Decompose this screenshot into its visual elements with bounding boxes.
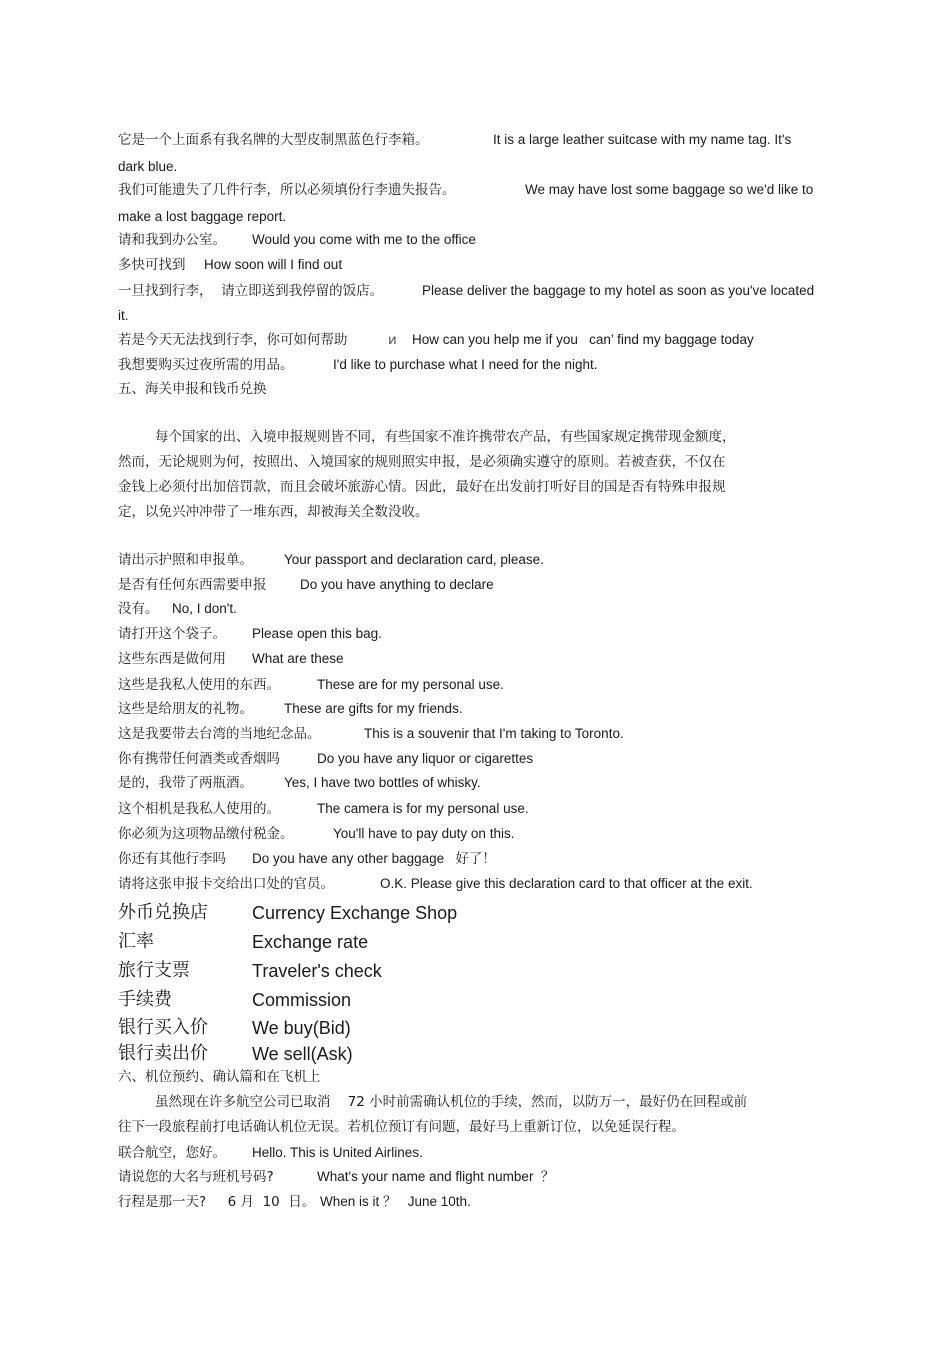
- cn-line: 是否有任何东西需要申报: [118, 577, 267, 593]
- vocab-en: Currency Exchange Shop: [252, 903, 458, 923]
- en-line: These are for my personal use.: [317, 677, 504, 692]
- section-heading: 五、海关申报和钱币兑换: [118, 381, 267, 397]
- en-line: it.: [118, 308, 129, 323]
- paragraph-line: 金钱上必须付出加倍罚款，而且会破坏旅游心情。因此，最好在出发前打听好目的国是否有特殊申报规: [118, 479, 726, 495]
- cn-line: 请出示护照和申报单。: [118, 552, 253, 568]
- en-line: We may have lost some baggage so we'd like to: [525, 182, 814, 197]
- cn-line: 没有。: [118, 601, 159, 617]
- en-line: Please deliver the baggage to my hotel as soon as you've located: [422, 283, 815, 298]
- vocab-cn: 汇率: [118, 931, 154, 952]
- cn-line: 行程是那一天? 6 月 10 日。: [118, 1194, 316, 1210]
- en-line: This is a souvenir that I'm taking to Toronto.: [364, 726, 624, 741]
- en-line: What are these: [252, 651, 344, 666]
- en-line: make a lost baggage report.: [118, 209, 287, 224]
- cn-line: 若是今天无法找到行李，你可如何帮助: [118, 332, 348, 348]
- paragraph-line: 往下一段旅程前打电话确认机位无误。若机位预订有问题，最好马上重新订位，以免延误行程。: [118, 1119, 685, 1135]
- en-line: O.K. Please give this declaration card to that officer at the exit.: [380, 876, 753, 891]
- cn-line: 我想要购买过夜所需的用品。: [118, 357, 294, 373]
- cn-line: 这是我要带去台湾的当地纪念品。: [118, 726, 321, 742]
- section-heading: 六、机位预约、确认篇和在飞机上: [118, 1069, 321, 1085]
- en-line: Please open this bag.: [252, 626, 382, 641]
- cn-line: 请和我到办公室。: [118, 232, 226, 248]
- vocab-cn: 手续费: [118, 989, 172, 1010]
- cn-line: 这些是我私人使用的东西。: [118, 677, 280, 693]
- en-line: dark blue.: [118, 159, 178, 174]
- vocab-en: Commission: [252, 990, 352, 1010]
- vocab-cn: 旅行支票: [118, 960, 190, 981]
- en-line: When is it ？ June 10th.: [320, 1194, 471, 1209]
- cn-line: 你还有其他行李吗: [118, 851, 226, 867]
- en-line: Do you have any other baggage 好了！: [252, 851, 496, 866]
- en-line: These are gifts for my friends.: [284, 701, 463, 716]
- cn-line: 请打开这个袋子。: [118, 626, 226, 642]
- cn-line: 你必须为这项物品缴付税金。: [118, 826, 294, 842]
- vocab-cn: 外币兑换店: [118, 902, 208, 923]
- cn-line: 一旦找到行李， 请立即送到我停留的饭店。: [118, 283, 384, 299]
- cn-line: 联合航空，您好。: [118, 1145, 226, 1161]
- en-line: What's your name and flight number ？: [317, 1169, 555, 1184]
- en-line: Would you come with me to the office: [252, 232, 476, 247]
- paragraph-line: 然而，无论规则为何，按照出、入境国家的规则照实申报，是必须确实遵守的原则。若被查获，不仅在: [118, 454, 726, 470]
- en-line: The camera is for my personal use.: [317, 801, 529, 816]
- vocab-en: We sell(Ask): [252, 1044, 353, 1064]
- stray-mark: и: [388, 332, 397, 348]
- en-line: Your passport and declaration card, please.: [284, 552, 544, 567]
- cn-line: 这个相机是我私人使用的。: [118, 801, 280, 817]
- cn-line: 这些是给朋友的礼物。: [118, 701, 253, 717]
- en-line: Do you have any liquor or cigarettes: [317, 751, 534, 766]
- cn-line: 它是一个上面系有我名牌的大型皮制黑蓝色行李箱。: [118, 132, 429, 148]
- cn-line: 是的，我带了两瓶酒。: [118, 775, 253, 791]
- vocab-en: Exchange rate: [252, 932, 369, 952]
- en-line: How can you help me if you can’ find my baggage today: [412, 332, 754, 347]
- cn-line: 请将这张申报卡交给出口处的官员。: [118, 876, 334, 892]
- vocab-en: Traveler's check: [252, 961, 382, 981]
- en-line: You'll have to pay duty on this.: [333, 826, 515, 841]
- vocab-cn: 银行卖出价: [118, 1043, 208, 1064]
- en-line: I'd like to purchase what I need for the night.: [333, 357, 598, 372]
- cn-line: 多快可找到: [118, 257, 186, 273]
- en-line: Do you have anything to declare: [300, 577, 494, 592]
- vocab-en: We buy(Bid): [252, 1018, 351, 1038]
- en-line: It is a large leather suitcase with my name tag. It's: [493, 132, 792, 147]
- cn-line: 你有携带任何酒类或香烟吗: [118, 751, 280, 767]
- en-line: How soon will I find out: [204, 257, 343, 272]
- cn-line: 这些东西是做何用: [118, 651, 226, 667]
- en-line: No, I don't.: [172, 601, 237, 616]
- paragraph-line: 虽然现在许多航空公司已取消 72 小时前需确认机位的手续，然而，以防万一，最好仍在回程或前: [155, 1094, 748, 1110]
- paragraph-line: 定，以免兴冲冲带了一堆东西，却被海关全数没收。: [118, 504, 429, 520]
- paragraph-line: 每个国家的出、入境申报规则皆不同，有些国家不准许携带农产品，有些国家规定携带现金额度，: [155, 429, 736, 445]
- en-line: Hello. This is United Airlines.: [252, 1145, 423, 1160]
- cn-line: 请说您的大名与班机号码?: [118, 1169, 274, 1185]
- vocab-cn: 银行买入价: [118, 1017, 208, 1038]
- en-line: Yes, I have two bottles of whisky.: [284, 775, 481, 790]
- cn-line: 我们可能遗失了几件行李，所以必须填份行李遗失报告。: [118, 182, 456, 198]
